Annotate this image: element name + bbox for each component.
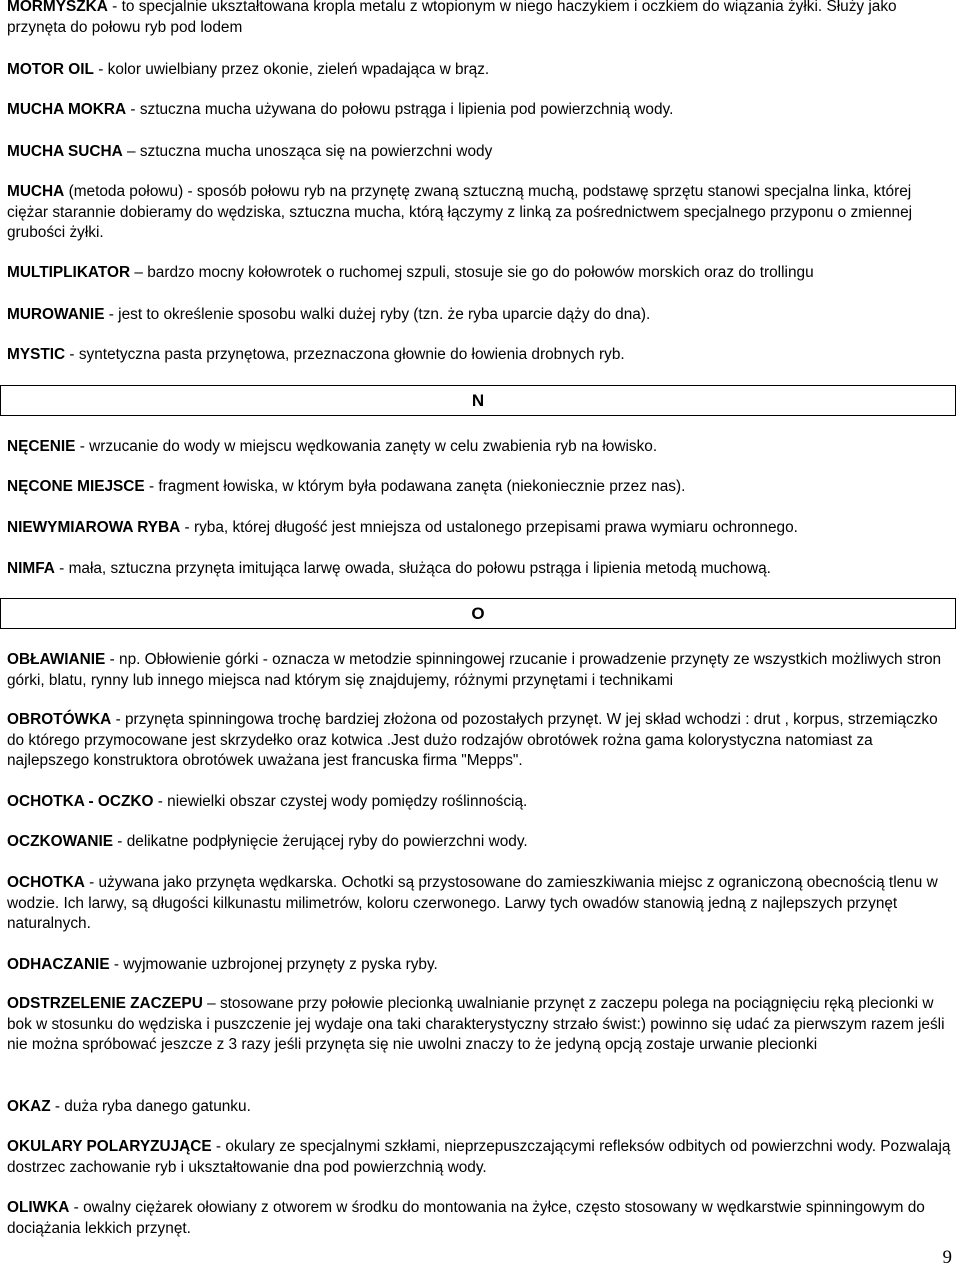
glossary-entry: OCZKOWANIE - delikatne podpłynięcie żerującej ryby do powierzchni wody. (7, 833, 528, 850)
entry-definition: przynęta spinningowa trochę bardziej złożona od pozostałych przynęt. W jej skład wchodzi : drut , korpus, strzemiączko do którego przymocowane jest skrzydełko oraz kotwica .Jest dużo rodzajów obrotówek rożna gama kolorystyczna natomiast za najlepszego konstruktora obrotówek uważana jest francuska firma "Mepps". (7, 711, 938, 769)
entry-term: OKULARY POLARYZUJĄCE (7, 1138, 212, 1155)
entry-term: NIMFA (7, 560, 55, 577)
glossary-entry: MUCHA SUCHA – sztuczna mucha unosząca się na powierzchni wody (7, 143, 493, 160)
glossary-entry: MORMYSZKA - to specjalnie ukształtowana kropla metalu z wtopionym w niego haczykiem i oczkiem do wiązania żyłki. Służy jako przynęta do połowu ryb pod lodem (7, 0, 897, 36)
glossary-entry: OKULARY POLARYZUJĄCE - okulary ze specjalnymi szkłami, nieprzepuszczającymi refleksów odbitych od powierzchni wody. Pozwalają dostrzec zachowanie ryb i ukształtowanie dna pod powierzchnią wody. (7, 1138, 951, 1176)
entry-definition: stosowane przy połowie plecionką uwalnianie przynęt z zaczepu polega na pociągnięciu ręką plecionki w bok w stosunku do wędziska i puszczenie jej wydaje ona taki charakterystyczny strzało świst:) powinno się udać za pierwszym razem jeśli nie można spróbować jeszcze z 3 razy jeśli przynęta się nie uwolni znaczy to że jedyną opcją zostaje urwanie plecionki (7, 995, 945, 1053)
glossary-entry: MOTOR OIL - kolor uwielbiany przez okonie, zieleń wpadająca w brąz. (7, 61, 490, 78)
entry-term: MUCHA MOKRA (7, 101, 127, 118)
section-letter-n: N (0, 385, 956, 416)
glossary-entry: OLIWKA - owalny ciężarek ołowiany z otworem w środku do montowania na żyłce, często stosowany w wędkarstwie spinningowym do dociążania lekkich przynęt. (7, 1199, 925, 1237)
entry-term: OBŁAWIANIE (7, 651, 106, 668)
entry-definition: niewielki obszar czystej wody pomiędzy roślinnością. (167, 793, 528, 810)
entry-definition: duża ryba danego gatunku. (64, 1098, 251, 1115)
entry-term: OCHOTKA (7, 874, 85, 891)
entry-definition: (metoda połowu) - sposób połowu ryb na przynętę zwaną sztuczną muchą, podstawę sprzętu stanowi specjalna linka, której ciężar starannie dobieramy do wędziska, sztuczna mucha, którą łączymy z linką za pośrednictwem specjalnego przyponu o zmiennej grubości żyłki. (7, 183, 913, 241)
page-number: 9 (942, 1247, 952, 1268)
entry-term: NĘCONE MIEJSCE (7, 478, 145, 495)
entry-definition: sztuczna mucha używana do połowu pstrąga i lipienia pod powierzchnią wody. (139, 101, 674, 118)
entry-definition: jest to określenie sposobu walki dużej ryby (tzn. że ryba uparcie dąży do dna). (118, 306, 651, 323)
glossary-entry: OCHOTKA - OCZKO - niewielki obszar czystej wody pomiędzy roślinnością. (7, 793, 528, 810)
glossary-entry: NIMFA - mała, sztuczna przynęta imitująca larwę owada, służąca do połowu pstrąga i lipienia metodą muchową. (7, 560, 771, 577)
entry-definition: fragment łowiska, w którym była podawana zanęta (niekoniecznie przez nas). (158, 478, 686, 495)
entry-term: OLIWKA (7, 1199, 70, 1216)
glossary-entry: ODSTRZELENIE ZACZEPU – stosowane przy połowie plecionką uwalnianie przynęt z zaczepu polega na pociągnięciu ręką plecionki w bok w stosunku do wędziska i puszczenie jej wydaje ona taki charakterystyczny strzało świst:) powinno się udać za pierwszym razem jeśli nie można spróbować jeszcze z 3 razy jeśli przynęta się nie uwolni znaczy to że jedyną opcją zostaje urwanie plecionki (7, 995, 945, 1053)
entry-definition: delikatne podpłynięcie żerującej ryby do powierzchni wody. (126, 833, 528, 850)
entry-definition: ryba, której długość jest mniejsza od ustalonego przepisami prawa wymiaru ochronnego. (193, 519, 798, 536)
entry-term: OCHOTKA - OCZKO (7, 793, 154, 810)
glossary-entry: OKAZ - duża ryba danego gatunku. (7, 1098, 251, 1115)
glossary-entry: NĘCENIE - wrzucanie do wody w miejscu wędkowania zanęty w celu zwabienia ryb na łowisko. (7, 438, 658, 455)
entry-term: MUCHA SUCHA (7, 143, 123, 160)
entry-term: MYSTIC (7, 346, 66, 363)
entry-definition: syntetyczna pasta przynętowa, przeznaczona głownie do łowienia drobnych ryb. (78, 346, 625, 363)
entry-term: MORMYSZKA (7, 0, 108, 15)
entry-definition: wyjmowanie uzbrojonej przynęty z pyska ryby. (123, 956, 438, 973)
entry-term: OBROTÓWKA (7, 711, 112, 728)
glossary-entry: OBROTÓWKA - przynęta spinningowa trochę bardziej złożona od pozostałych przynęt. W jej skład wchodzi : drut , korpus, strzemiączko do którego przymocowane jest skrzydełko oraz kotwica .Jest dużo rodzajów obrotówek rożna gama kolorystyczna natomiast za najlepszego konstruktora obrotówek uważana jest francuska firma "Mepps". (7, 711, 938, 769)
glossary-entry: MYSTIC - syntetyczna pasta przynętowa, przeznaczona głownie do łowienia drobnych ryb. (7, 346, 625, 363)
entry-term: OCZKOWANIE (7, 833, 114, 850)
entry-term: NĘCENIE (7, 438, 76, 455)
entry-definition: mała, sztuczna przynęta imitująca larwę owada, służąca do połowu pstrąga i lipienia metodą muchową. (68, 560, 771, 577)
entry-term: MUCHA (7, 183, 65, 200)
entry-term: MUROWANIE (7, 306, 105, 323)
section-letter-o: O (0, 598, 956, 629)
entry-term: ODSTRZELENIE ZACZEPU (7, 995, 203, 1012)
entry-definition: kolor uwielbiany przez okonie, zieleń wpadająca w brąz. (107, 61, 490, 78)
glossary-entry: ODHACZANIE - wyjmowanie uzbrojonej przynęty z pyska ryby. (7, 956, 438, 973)
entry-term: NIEWYMIAROWA RYBA (7, 519, 181, 536)
entry-definition: okulary ze specjalnymi szkłami, nieprzepuszczającymi refleksów odbitych od powierzchni wody. Pozwalają dostrzec zachowanie ryb i ukształtowanie dna pod powierzchnią wody. (7, 1138, 951, 1176)
glossary-entry: NIEWYMIAROWA RYBA - ryba, której długość jest mniejsza od ustalonego przepisami prawa wymiaru ochronnego. (7, 519, 798, 536)
entry-definition: wrzucanie do wody w miejscu wędkowania zanęty w celu zwabienia ryb na łowisko. (89, 438, 658, 455)
entry-definition: używana jako przynęta wędkarska. Ochotki są przystosowane do zamieszkiwania miejsc z ograniczoną obecnością tlenu w wodzie. Ich larwy, są długości kilkunastu milimetrów, koloru czerwonego. Larwy tych owadów stanowią jedną z najlepszych przynęt naturalnych. (7, 874, 938, 932)
entry-definition: owalny ciężarek ołowiany z otworem w środku do montowania na żyłce, często stosowany w wędkarstwie spinningowym do dociążania lekkich przynęt. (7, 1199, 925, 1237)
entry-term: ODHACZANIE (7, 956, 110, 973)
entry-term: MULTIPLIKATOR (7, 264, 131, 281)
glossary-entry: NĘCONE MIEJSCE - fragment łowiska, w którym była podawana zanęta (niekoniecznie przez nas). (7, 478, 686, 495)
glossary-entry: MULTIPLIKATOR – bardzo mocny kołowrotek o ruchomej szpuli, stosuje sie go do połowów morskich oraz do trollingu (7, 264, 814, 281)
entry-definition: bardzo mocny kołowrotek o ruchomej szpuli, stosuje sie go do połowów morskich oraz do trollingu (147, 264, 814, 281)
glossary-entry: MUROWANIE - jest to określenie sposobu walki dużej ryby (tzn. że ryba uparcie dąży do dna). (7, 306, 651, 323)
glossary-entry: OCHOTKA - używana jako przynęta wędkarska. Ochotki są przystosowane do zamieszkiwania miejsc z ograniczoną obecnością tlenu w wodzie. Ich larwy, są długości kilkunastu milimetrów, koloru czerwonego. Larwy tych owadów stanowią jedną z najlepszych przynęt naturalnych. (7, 874, 938, 932)
entry-definition: to specjalnie ukształtowana kropla metalu z wtopionym w niego haczykiem i oczkiem do wiązania żyłki. Służy jako przynęta do połowu ryb pod lodem (7, 0, 897, 36)
entry-term: OKAZ (7, 1098, 51, 1115)
entry-definition: np. Obłowienie górki - oznacza w metodzie spinningowej rzucanie i prowadzenie przynęty ze wszystkich możliwych stron górki, blatu, rynny lub innego miejsca nad którym się znajdujemy, różnymi przynętami i technikami (7, 651, 942, 689)
glossary-entry: OBŁAWIANIE - np. Obłowienie górki - oznacza w metodzie spinningowej rzucanie i prowadzenie przynęty ze wszystkich możliwych stron górki, blatu, rynny lub innego miejsca nad którym się znajdujemy, różnymi przynętami i technikami (7, 651, 942, 689)
entry-term: MOTOR OIL (7, 61, 94, 78)
glossary-entry: MUCHA MOKRA - sztuczna mucha używana do połowu pstrąga i lipienia pod powierzchnią wody. (7, 101, 674, 118)
entry-definition: sztuczna mucha unosząca się na powierzchni wody (139, 143, 493, 160)
glossary-entry (7, 182, 953, 244)
